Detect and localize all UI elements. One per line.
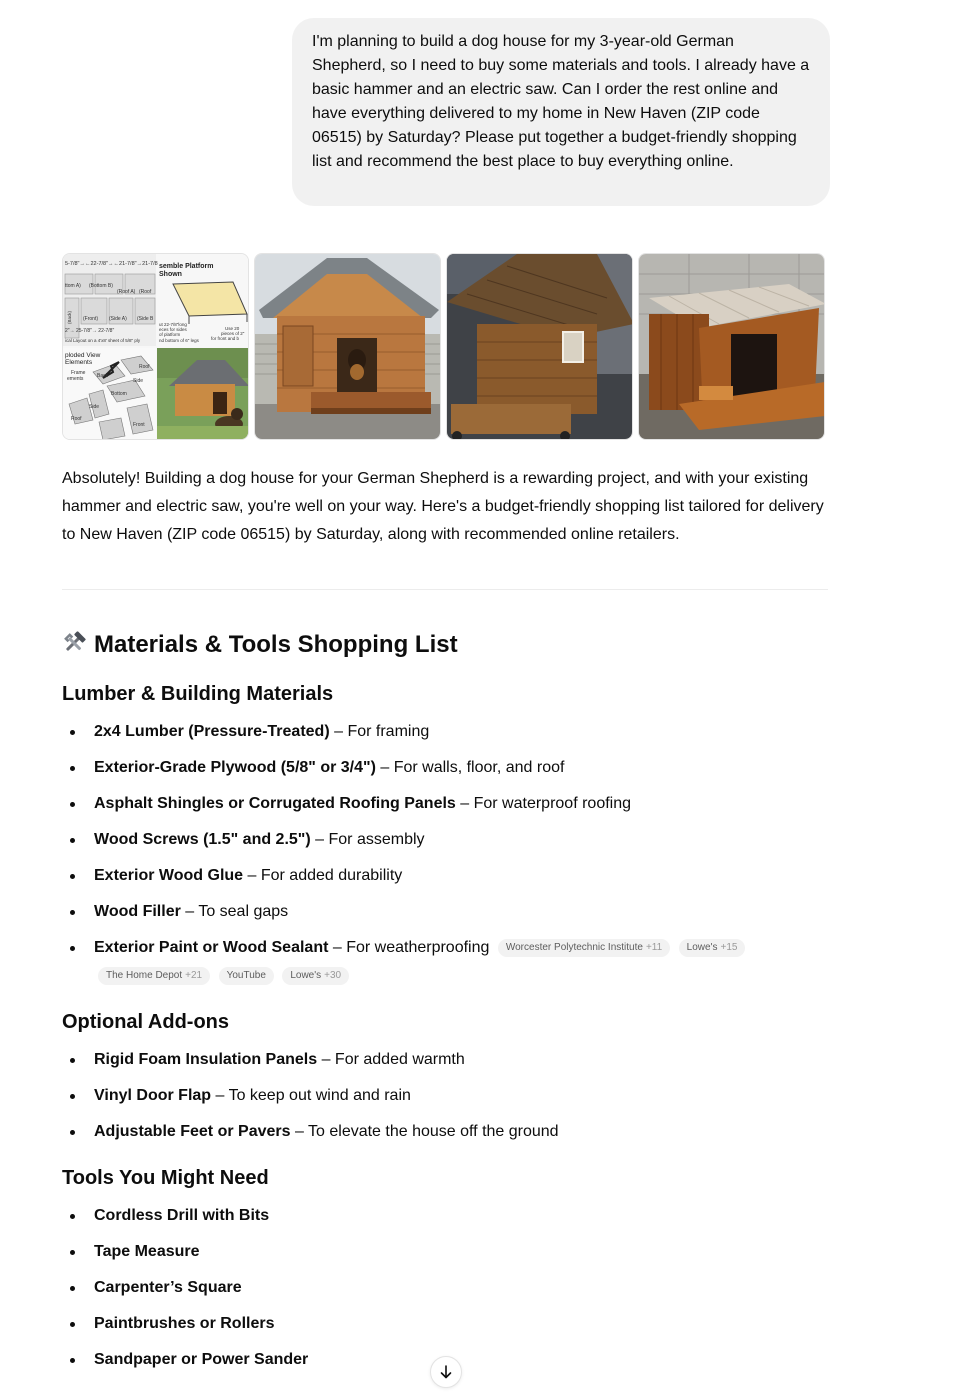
list-item: Cordless Drill with Bits (94, 1204, 269, 1228)
diagram-label: Roof (139, 364, 150, 370)
gallery-image-plans[interactable] (62, 253, 249, 440)
gallery-image-shingled-doghouse[interactable] (254, 253, 441, 440)
list-item: Adjustable Feet or Pavers – To elevate the house off the ground (94, 1120, 559, 1144)
diagram-label: of platform (159, 332, 181, 337)
diagram-label: Side (89, 404, 100, 410)
diagram-label: Bottom (111, 391, 127, 397)
list-item: Rigid Foam Insulation Panels – For added warmth (94, 1048, 465, 1072)
section-title-lumber: Lumber & Building Materials (62, 683, 334, 705)
scroll-to-bottom-button[interactable] (430, 1356, 462, 1388)
citation-chip[interactable]: The Home Depot +21 (98, 967, 210, 985)
list-item: Wood Screws (1.5" and 2.5") – For assembly (94, 828, 425, 852)
list-item: Sandpaper or Power Sander (94, 1348, 308, 1372)
list-item: Tape Measure (94, 1240, 200, 1264)
citation-chip[interactable]: Lowe's +15 (679, 939, 746, 957)
list-item: Exterior Paint or Wood Sealant – For weatherproofing Worcester Polytechnic Institute +11 Lowe's +15 (94, 936, 745, 960)
diagram-title: Shown (159, 271, 182, 278)
diagram-title: Elements (65, 359, 93, 366)
diagram-label: (Front) (83, 316, 98, 322)
section-divider (62, 589, 828, 590)
gallery-image-sealed-doghouse[interactable] (638, 253, 825, 440)
heading-text: Materials & Tools Shopping List (94, 631, 458, 658)
diagram-label: (Side A) (109, 316, 127, 322)
list-item: Paintbrushes or Rollers (94, 1312, 275, 1336)
citation-chip[interactable]: Lowe's +30 (282, 967, 349, 985)
diagram-label: Roof (71, 416, 82, 422)
diagram-label: ut 22-7/8"long (159, 322, 187, 327)
section-title-tools: Tools You Might Need (62, 1167, 269, 1189)
diagram-label: Use 20 (225, 326, 240, 331)
diagram-dims-label: 5-7/8"→←22-7/8"→←21-7/8"→21-7/8 (65, 261, 158, 267)
diagram-label: for front and b (211, 336, 240, 341)
diagram-label: pieces of 2" (221, 331, 245, 336)
diagram-label: ements (67, 376, 84, 382)
diagram-label: (Back) (67, 310, 72, 324)
diagram-label: Back (97, 373, 109, 379)
arrow-down-icon (438, 1364, 454, 1380)
user-message-text: I'm planning to build a dog house for my 3-year-old German Shepherd, so I need to buy some materials and tools. I already have a basic hammer and an electric saw. Can I order the rest online and have everything delivered to my home in New Haven (ZIP code 06515) by Saturday? Please put together a budget-friendly shopping list and recommend the best place to buy everything online. (312, 33, 810, 170)
section-title-optional: Optional Add-ons (62, 1011, 230, 1033)
hammer-and-wrench-icon (62, 631, 86, 655)
diagram-label: (Side B (137, 316, 154, 322)
diagram-label: Front (133, 422, 145, 428)
assistant-intro: Absolutely! Building a dog house for your German Shepherd is a rewarding project, and with your existing hammer and electric saw, you're well on your way. Here's a budget-friendly shopping list tailored for delivery to New Haven (ZIP code 06515) by Saturday, along with recommended online retailers. (62, 470, 824, 543)
citation-chips-row (98, 967, 353, 985)
diagram-title: semble Platform (159, 263, 214, 270)
list-item: Exterior Wood Glue – For added durability (94, 864, 402, 888)
list-item: Asphalt Shingles or Corrugated Roofing Panels – For waterproof roofing (94, 792, 631, 816)
diagram-label: nd bottom of 6" legs (159, 338, 199, 343)
diagram-label: ical Layout on a 4'x8' sheet of 5/8" ply (65, 338, 141, 343)
list-item: 2x4 Lumber (Pressure-Treated) – For framing (94, 720, 429, 744)
diagram-label: (Bottom B) (89, 283, 113, 289)
diagram-label: (Roof A) (117, 289, 136, 295)
user-message-bubble (292, 18, 830, 206)
shopping-list-heading (62, 628, 458, 662)
diagram-title: ploded View (65, 352, 101, 359)
list-item: Exterior-Grade Plywood (5/8" or 3/4") – For walls, floor, and roof (94, 756, 564, 780)
list-item: Carpenter’s Square (94, 1276, 242, 1300)
diagram-label: (Roof (139, 289, 152, 295)
image-gallery (62, 253, 826, 440)
diagram-dims-label: 2"→ 25-7/8"→ 22-7/8" (65, 328, 115, 334)
list-item: Vinyl Door Flap – To keep out wind and rain (94, 1084, 411, 1108)
diagram-label: eces for sides (159, 327, 187, 332)
citation-chip[interactable]: YouTube (219, 967, 274, 985)
diagram-label: ttom A) (65, 283, 81, 289)
diagram-label: Frame (71, 370, 86, 376)
list-item: Wood Filler – To seal gaps (94, 900, 288, 924)
diagram-label: Side (133, 378, 144, 384)
citation-chip[interactable]: Worcester Polytechnic Institute +11 (498, 939, 670, 957)
gallery-image-wood-doghouse[interactable] (446, 253, 633, 440)
